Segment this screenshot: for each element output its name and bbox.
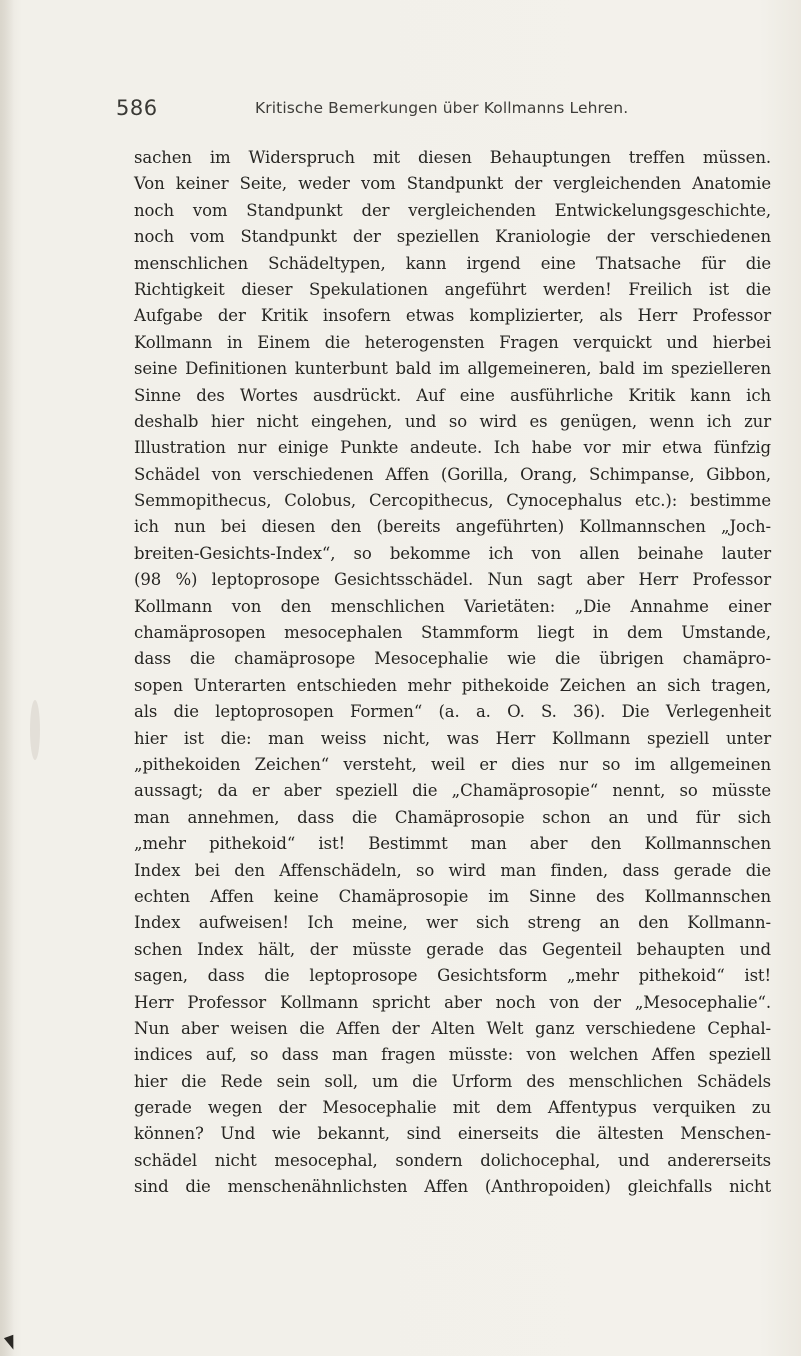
text-line: schädel nicht mesocephal, sondern dolichocephal, und andererseits [134,1150,771,1170]
text-line: Richtigkeit dieser Spekulationen angeführt werden! Freilich ist die [134,279,771,299]
text-line: „pithekoiden Zeichen“ versteht, weil er dies nur so im allgemeinen [134,754,771,774]
text-line: deshalb hier nicht eingehen, und so wird es genügen, wenn ich zur [134,411,771,431]
text-line: „mehr pithekoid“ ist! Bestimmt man aber den Kollmannschen [134,834,771,854]
text-line: noch vom Standpunkt der vergleichenden Entwickelungsgeschichte, [134,200,771,220]
text-line: hier die Rede sein soll, um die Urform des menschlichen Schädels [134,1071,771,1091]
text-line: schen Index hält, der müsste gerade das Gegenteil behaupten und [134,939,771,959]
text-line: Aufgabe der Kritik insofern etwas komplizierter, als Herr Professor [134,306,771,326]
page-edge-shadow [0,0,14,1356]
text-line: menschlichen Schädeltypen, kann irgend eine Thatsache für die [134,253,771,273]
body-text [134,145,771,1201]
text-line: Index bei den Affenschädeln, so wird man finden, dass gerade die [134,860,771,880]
text-line: Schädel von verschiedenen Affen (Gorilla, Orang, Schimpanse, Gibbon, [134,464,771,484]
text-line: hier ist die: man weiss nicht, was Herr Kollmann speziell unter [134,728,771,748]
text-line: Nun aber weisen die Affen der Alten Welt ganz verschiedene Cephal- [134,1018,771,1038]
text-line: echten Affen keine Chamäprosopie im Sinne des Kollmannschen [134,886,771,906]
text-line: aussagt; da er aber speziell die „Chamäprosopie“ nennt, so müsste [134,781,771,801]
text-line: (98 %) leptoprosope Gesichtsschädel. Nun sagt aber Herr Professor [134,570,771,590]
text-line: seine Definitionen kunterbunt bald im allgemeineren, bald im spezielleren [134,359,771,379]
paper-stain [30,700,40,760]
text-line: Semmopithecus, Colobus, Cercopithecus, Cynocephalus etc.): bestimme [134,491,771,511]
text-line: Index aufweisen! Ich meine, wer sich streng an den Kollmann- [134,913,771,933]
text-line: Illustration nur einige Punkte andeute. Ich habe vor mir etwa fünfzig [134,438,771,458]
text-line: können? Und wie bekannt, sind einerseits die ältesten Menschen- [134,1124,771,1144]
text-line: breiten-Gesichts-Index“, so bekomme ich von allen beinahe lauter [134,543,771,563]
text-line: indices auf, so dass man fragen müsste: von welchen Affen speziell [134,1045,771,1065]
text-line: noch vom Standpunkt der speziellen Kraniologie der verschiedenen [134,227,771,247]
text-line: chamäprosopen mesocephalen Stammform liegt in dem Umstande, [134,623,771,643]
text-line: man annehmen, dass die Chamäprosopie schon an und für sich [134,807,771,827]
text-line: Herr Professor Kollmann spricht aber noch von der „Mesocephalie“. [134,992,771,1012]
text-line: sachen im Widerspruch mit diesen Behauptungen treffen müssen. [134,148,771,167]
text-line: sagen, dass die leptoprosope Gesichtsform „mehr pithekoid“ ist! [134,966,771,986]
text-line: Sinne des Wortes ausdrückt. Auf eine ausführliche Kritik kann ich [134,385,771,405]
text-line: gerade wegen der Mesocephalie mit dem Affentypus verquiken zu [134,1098,771,1118]
running-head: Kritische Bemerkungen über Kollmanns Lehren. [255,99,629,117]
text-line: Von keiner Seite, weder vom Standpunkt der vergleichenden Anatomie [134,174,771,194]
text-line: dass die chamäprosope Mesocephalie wie die übrigen chamäpro- [134,649,771,669]
page-number: 586 [116,96,158,120]
page-header [116,96,676,120]
text-line: sopen Unterarten entschieden mehr pithekoide Zeichen an sich tragen, [134,675,771,695]
text-line: Kollmann von den menschlichen Varietäten: „Die Annahme einer [134,596,771,616]
text-line: ich nun bei diesen den (bereits angeführten) Kollmannschen „Joch- [134,517,771,537]
text-line: als die leptoprosopen Formen“ (a. a. O. S. 36). Die Verlegenheit [134,702,771,722]
text-line: Kollmann in Einem die heterogensten Fragen verquickt und hierbei [134,332,771,352]
text-line: sind die menschenähnlichsten Affen (Anthropoiden) gleichfalls nicht [134,1177,771,1197]
